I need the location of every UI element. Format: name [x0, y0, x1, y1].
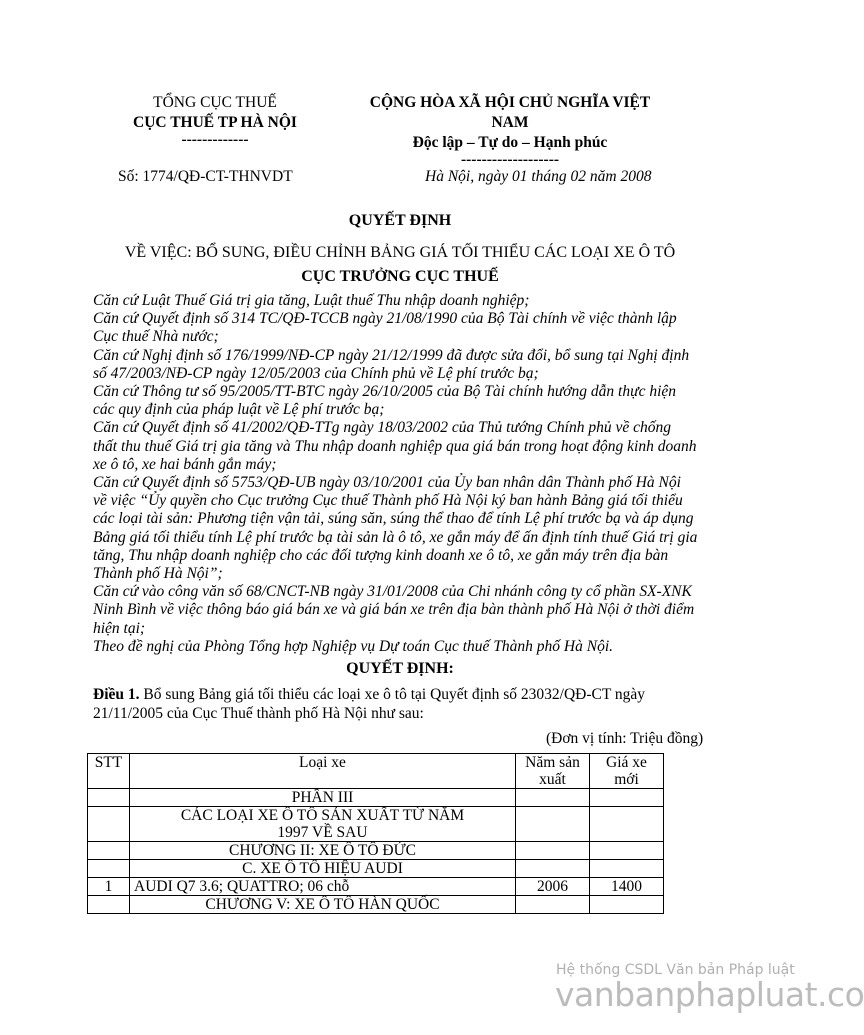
cell-stt: [88, 807, 130, 842]
republic-name-line2: NAM: [491, 114, 529, 131]
preamble: [93, 292, 718, 656]
cell-year: [516, 789, 590, 807]
preamble-line: về việc “Ủy quyền cho Cục trưởng Cục thuế Thành phố Hà Nội ký ban hành Bảng giá tối thiểu: [93, 492, 683, 510]
cell-year: [516, 896, 590, 914]
cell-stt: 1: [88, 878, 130, 896]
cell-year: [516, 860, 590, 878]
cell-price: [590, 860, 664, 878]
watermark-site: vanbanphapluat.co: [555, 975, 864, 1014]
cell-year: [516, 842, 590, 860]
unit-note: (Đơn vị tính: Triệu đồng): [546, 730, 704, 747]
cell-price: [590, 807, 664, 842]
preamble-line: các loại tài sản: Phương tiện vận tải, súng săn, súng thể thao để tính Lệ phí trước bạ và áp dụng: [93, 510, 694, 528]
column-header-year: Năm sản xuất: [516, 754, 590, 789]
cell-stt: [88, 896, 130, 914]
preamble-line: Căn cứ vào công văn số 68/CNCT-NB ngày 31/01/2008 của Chi nhánh công ty cổ phần SX-XNK: [93, 583, 692, 601]
document-issuer: CỤC TRƯỞNG CỤC THUẾ: [301, 268, 499, 285]
table-row: [88, 842, 664, 860]
table-row: [88, 878, 664, 896]
preamble-line: các quy định của pháp luật về Lệ phí trước bạ;: [93, 401, 385, 419]
cell-year: [516, 807, 590, 842]
table-row: [88, 807, 664, 842]
preamble-line: Căn cứ Quyết định số 41/2002/QĐ-TTg ngày 18/03/2002 của Thủ tướng Chính phủ về chống: [93, 419, 671, 437]
agency-name: CỤC THUẾ TP HÀ NỘI: [133, 114, 297, 131]
preamble-line: tăng, Thu nhập doanh nghiệp cho các đối tượng kinh doanh xe ô tô, xe gắn máy trên địa bàn: [93, 546, 669, 564]
cell-vehicle-type: AUDI Q7 3.6; QUATTRO; 06 chỗ: [130, 878, 516, 896]
preamble-line: hiện tại;: [93, 619, 146, 637]
agency-header: [100, 93, 330, 147]
cell-stt: [88, 860, 130, 878]
table-row: [88, 789, 664, 807]
preamble-line: Căn cứ Nghị định số 176/1999/NĐ-CP ngày 21/12/1999 đã được sửa đổi, bổ sung tại Nghị định: [93, 346, 690, 364]
agency-parent: TỔNG CỤC THUẾ: [153, 94, 277, 111]
decision-heading: QUYẾT ĐỊNH:: [346, 660, 454, 677]
preamble-line: Cục thuế Nhà nước;: [93, 328, 219, 346]
article-1-label: Điều 1.: [93, 686, 140, 703]
preamble-line: Theo đề nghị của Phòng Tổng hợp Nghiệp vụ Dự toán Cục thuế Thành phố Hà Nội.: [93, 637, 614, 655]
preamble-line: Căn cứ Luật Thuế Giá trị gia tăng, Luật thuế Thu nhập doanh nghiệp;: [93, 292, 530, 309]
preamble-line: Bảng giá tối thiểu tính Lệ phí trước bạ tài sản là ô tô, xe gắn máy để ấn định tính thuế Giá trị gia: [93, 528, 698, 546]
preamble-line: số 47/2003/NĐ-CP ngày 12/05/2003 của Chính phủ về Lệ phí trước bạ;: [93, 364, 539, 382]
column-header-price: Giá xe mới: [590, 754, 664, 789]
document-subject: VỀ VIỆC: BỔ SUNG, ĐIỀU CHỈNH BẢNG GIÁ TỐI THIỂU CÁC LOẠI XE Ô TÔ: [124, 244, 676, 261]
column-header-vehicle-type: Loại xe: [130, 754, 516, 789]
table-row: [88, 896, 664, 914]
republic-header: [335, 93, 685, 167]
cell-vehicle-type: CÁC LOẠI XE Ô TÔ SẢN XUẤT TỪ NĂM 1997 VỀ SAU: [130, 807, 516, 842]
republic-name-line1: CỘNG HÒA XÃ HỘI CHỦ NGHĨA VIỆT: [369, 94, 651, 111]
article-1-text: Bổ sung Bảng giá tối thiểu các loại xe ô tô tại Quyết định số 23032/QĐ-CT ngày 21/11/2005 của Cục Thuế thành phố Hà Nội như sau:: [93, 686, 646, 722]
cell-price: [590, 896, 664, 914]
preamble-line: Thành phố Hà Nội”;: [93, 565, 223, 583]
preamble-line: Căn cứ Thông tư số 95/2005/TT-BTC ngày 26/10/2005 của Bộ Tài chính hướng dẫn thực hiện: [93, 383, 677, 401]
cell-vehicle-type: CHƯƠNG II: XE Ô TÔ ĐỨC: [130, 842, 516, 860]
cell-vehicle-type: PHẦN III: [130, 789, 516, 807]
table-header-row: [88, 754, 664, 789]
motto-divider: -------------------: [460, 151, 560, 168]
preamble-line: Căn cứ Quyết định số 314 TC/QĐ-TCCB ngày 21/08/1990 của Bộ Tài chính về việc thành lập: [93, 310, 677, 328]
cell-stt: [88, 789, 130, 807]
preamble-line: xe ô tô, xe hai bánh gắn máy;: [93, 455, 277, 473]
national-motto: Độc lập – Tự do – Hạnh phúc: [412, 134, 608, 151]
document-title: QUYẾT ĐỊNH: [348, 212, 452, 229]
document-date: Hà Nội, ngày 01 tháng 02 năm 2008: [425, 168, 652, 185]
preamble-line: Ninh Bình về việc thông báo giá bán xe và giá bán xe trên địa bàn thành phố Hà Nội ở thời điểm: [93, 601, 695, 619]
table-row: [88, 860, 664, 878]
article-1: [93, 685, 713, 723]
cell-vehicle-type: C. XE Ô TÔ HIỆU AUDI: [130, 860, 516, 878]
watermark-caption: Hệ thống CSDL Văn bản Pháp luật: [556, 962, 795, 978]
price-table: [87, 753, 664, 914]
cell-price: [590, 789, 664, 807]
cell-vehicle-type: CHƯƠNG V: XE Ô TÔ HÀN QUỐC: [130, 896, 516, 914]
cell-price: 1400: [590, 878, 664, 896]
cell-price: [590, 842, 664, 860]
document-number: Số: 1774/QĐ-CT-THNVDT: [118, 168, 293, 185]
preamble-line: thất thu thuế Giá trị gia tăng và Thu nhập doanh nghiệp qua giá bán trong hoạt động kinh doanh: [93, 437, 697, 455]
cell-stt: [88, 842, 130, 860]
agency-divider: -------------: [181, 131, 249, 148]
preamble-line: Căn cứ Quyết định số 5753/QĐ-UB ngày 03/10/2001 của Ủy ban nhân dân Thành phố Hà Nội: [93, 474, 681, 492]
cell-year: 2006: [516, 878, 590, 896]
column-header-stt: STT: [88, 754, 130, 789]
